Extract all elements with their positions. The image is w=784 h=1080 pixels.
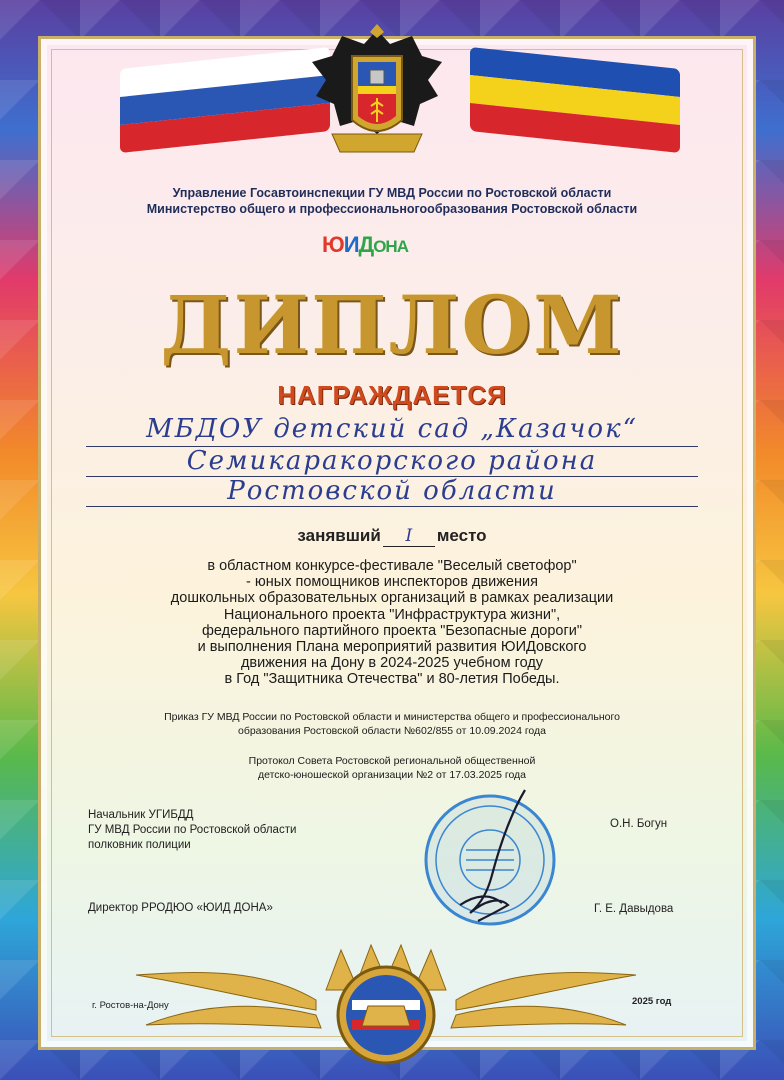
diploma-title: ДИПЛОМ [160, 278, 624, 372]
body-line: дошкольных образовательных организаций в рамках реализации [170, 590, 614, 607]
yuid-dona-logo: ЮИДОНА [322, 232, 408, 257]
protocol-line-1: Протокол Совета Ростовской региональной общественной [248, 755, 536, 767]
recipient-line-1: МБДОУ детский сад „Казачок“ [146, 414, 638, 444]
signatory-1-line-3: полковник полиции [88, 839, 191, 851]
awarded-heading: НАГРАЖДАЕТСЯ [277, 380, 507, 410]
place-line [0, 526, 784, 547]
org-line-2: Министерство общего и профессиональногообразования Ростовской области [146, 202, 638, 216]
order-line-1: Приказ ГУ МВД России по Ростовской области и министерства общего и профессионального [164, 711, 620, 723]
signatory-1-name: О.Н. Богун [610, 818, 668, 830]
signatory-2-title: Директор РРОДЮО «ЮИД ДОНА» [88, 902, 273, 914]
place-prefix: занявший [297, 526, 381, 545]
body-line: в Год "Защитника Отечества" и 80-летия Победы. [224, 671, 560, 688]
coat-of-arms-emblem [302, 22, 452, 172]
traffic-police-badge [116, 930, 656, 1065]
protocol-line-2: детско-юношеской организации №2 от 17.03.2025 года [257, 769, 527, 781]
signatory-1-title [88, 808, 296, 853]
protocol-reference [0, 754, 784, 782]
place-value: I [383, 526, 435, 547]
signatory-1-line-1: Начальник УГИБДД [88, 809, 194, 821]
org-line-1: Управление Госавтоинспекции ГУ МВД России по Ростовской области [172, 186, 612, 200]
place-suffix: место [436, 526, 487, 545]
handwritten-signature [430, 785, 550, 930]
body-line: федерального партийного проекта "Безопасные дороги" [201, 622, 583, 639]
year-label: 2025 год [632, 996, 672, 1007]
body-line: Национального проекта "Инфраструктура жизни", [223, 606, 561, 623]
body-line: движения на Дону в 2024-2025 учебном году [240, 655, 544, 672]
signatory-1-line-2: ГУ МВД России по Ростовской области [88, 824, 297, 836]
body-line: и выполнения Плана мероприятий развития ЮИДовского [197, 639, 587, 656]
recipient-line-3: Ростовской области [227, 476, 557, 506]
signatory-2-name: Г. Е. Давыдова [594, 903, 674, 915]
city-label: г. Ростов-на-Дону [92, 1000, 169, 1011]
order-reference [0, 710, 784, 738]
recipient-line-2: Семикаракорского района [186, 446, 598, 476]
diploma-body [0, 558, 784, 688]
recipient-underline-3 [86, 506, 698, 507]
body-line: в областном конкурсе-фестивале "Веселый светофор" [207, 558, 577, 574]
body-line: - юных помощников инспекторов движения [246, 574, 538, 591]
order-line-2: образования Ростовской области №602/855 от 10.09.2024 года [237, 725, 547, 737]
